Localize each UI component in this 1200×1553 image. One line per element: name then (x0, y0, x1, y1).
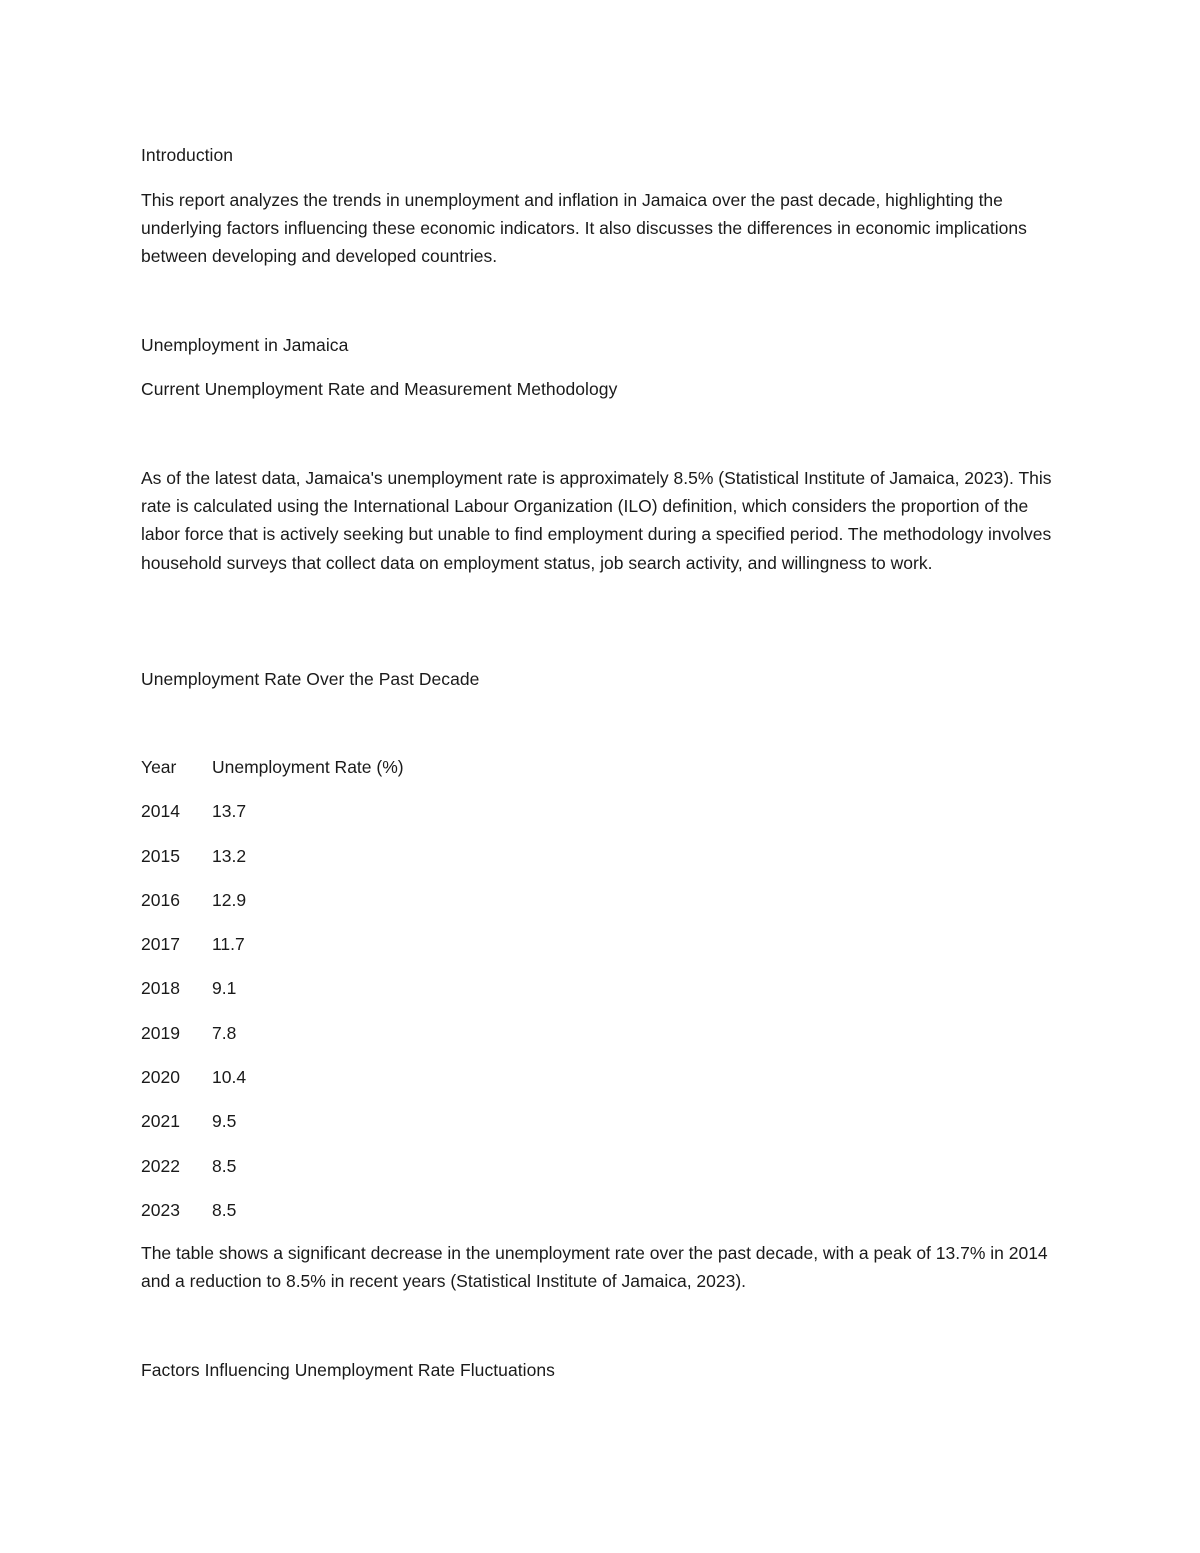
table-header-rate: Unemployment Rate (%) (212, 757, 404, 777)
methodology-paragraph: As of the latest data, Jamaica's unemployment rate is approximately 8.5% (Statistical Institute of Jamaica, 2023). This rate is calculated using the International Labour Organization (ILO) definition, which considers the proportion of the labor force that is actively seeking but unable to find employment during a specified period. The methodology involves household surveys that collect data on employment status, job search activity, and willingness to work. (141, 468, 1052, 573)
intro-paragraph: This report analyzes the trends in unemployment and inflation in Jamaica over the past decade, highlighting the underlying factors influencing these economic indicators. It also discusses the differences in economic implications between developing and developed countries. (141, 190, 1027, 267)
table-cell-rate: 12.9 (212, 889, 247, 910)
table-cell-rate: 13.7 (212, 801, 247, 822)
table-cell-year: 2019 (141, 1022, 180, 1043)
table-cell-year: 2021 (141, 1111, 180, 1132)
table-summary-paragraph: The table shows a significant decrease in the unemployment rate over the past decade, with a peak of 13.7% in 2014 and a reduction to 8.5% in recent years (Statistical Institute of Jamaica, 2023). (141, 1243, 1048, 1292)
table-row (141, 1152, 541, 1196)
table-cell-rate: 7.8 (212, 1022, 237, 1043)
table-row (141, 886, 541, 930)
unemployment-table (141, 753, 541, 1240)
table-cell-rate: 9.5 (212, 1111, 237, 1132)
table-cell-year: 2016 (141, 889, 180, 910)
table-cell-rate: 8.5 (212, 1199, 237, 1220)
table-row (141, 797, 541, 841)
table-row (141, 1107, 541, 1151)
table-cell-year: 2023 (141, 1199, 180, 1220)
table-cell-rate: 10.4 (212, 1067, 247, 1088)
table-cell-year: 2014 (141, 801, 180, 822)
decade-heading: Unemployment Rate Over the Past Decade (141, 669, 480, 689)
table-header-row (141, 753, 541, 797)
table-row (141, 1019, 541, 1063)
table-header-year: Year (141, 757, 177, 777)
table-cell-rate: 13.2 (212, 845, 247, 866)
table-row (141, 1063, 541, 1107)
table-cell-year: 2015 (141, 845, 180, 866)
table-cell-rate: 11.7 (212, 934, 245, 955)
table-row (141, 930, 541, 974)
table-cell-rate: 8.5 (212, 1155, 237, 1176)
table-row (141, 974, 541, 1018)
table-cell-year: 2022 (141, 1155, 180, 1176)
table-row (141, 1196, 541, 1240)
intro-heading: Introduction (141, 145, 234, 165)
table-row (141, 842, 541, 886)
table-cell-year: 2017 (141, 934, 180, 955)
table-cell-year: 2018 (141, 978, 180, 999)
methodology-subheading: Current Unemployment Rate and Measurement Methodology (141, 379, 618, 399)
unemployment-heading: Unemployment in Jamaica (141, 335, 349, 355)
table-cell-year: 2020 (141, 1067, 180, 1088)
table-cell-rate: 9.1 (212, 978, 237, 999)
factors-heading: Factors Influencing Unemployment Rate Fluctuations (141, 1360, 555, 1380)
